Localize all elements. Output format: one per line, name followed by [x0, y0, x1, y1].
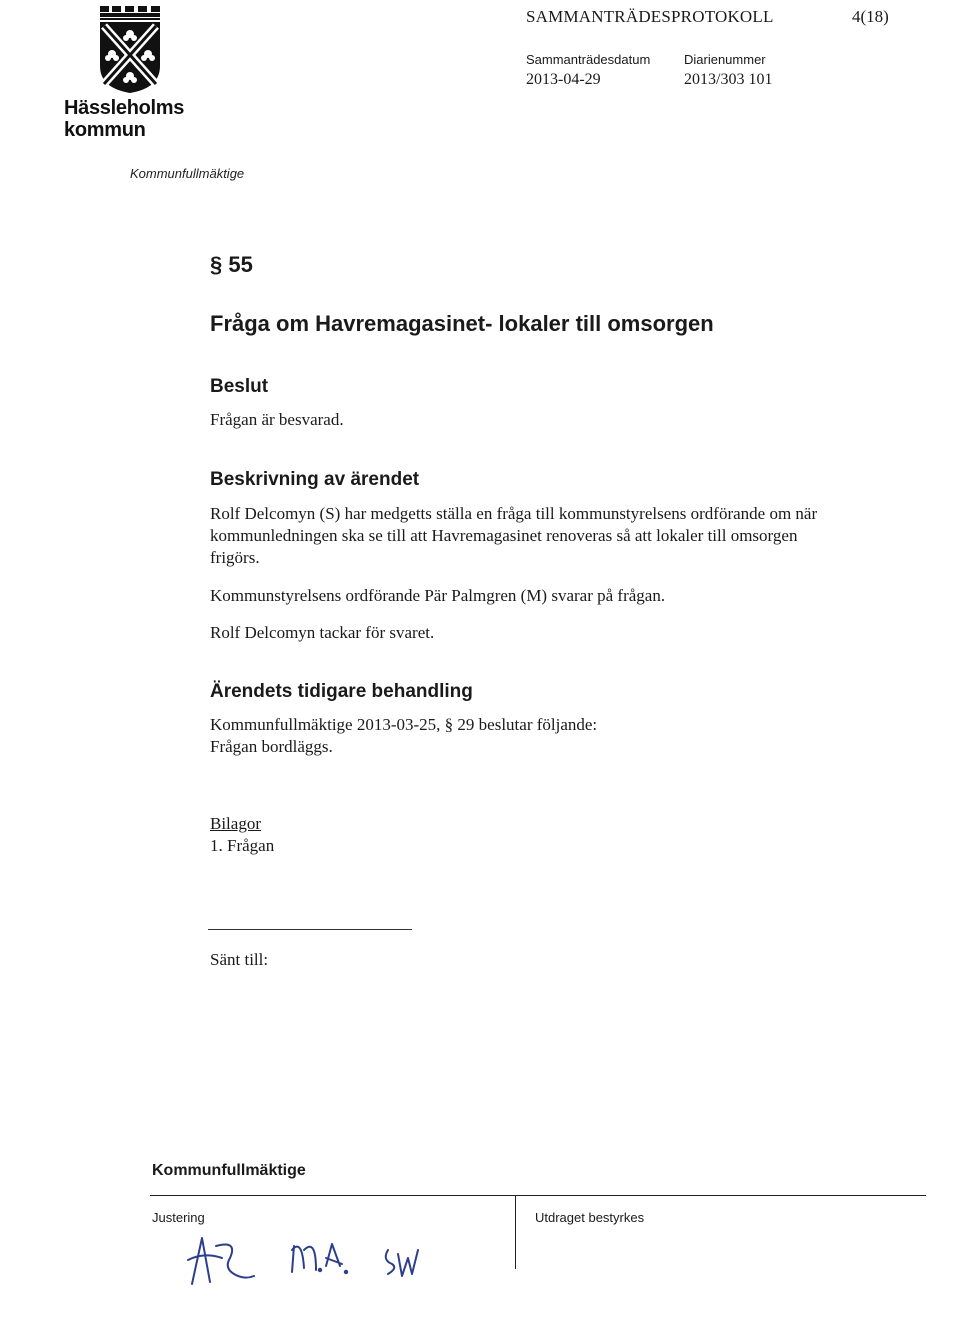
municipality-name-line1: Hässleholms — [64, 97, 185, 119]
decision-heading: Beslut — [210, 376, 269, 397]
description-paragraph-3: Rolf Delcomyn tackar för svaret. — [210, 623, 435, 642]
footer-column-divider — [515, 1195, 516, 1269]
footer-divider — [150, 1195, 926, 1196]
municipality-name-line2: kommun — [64, 119, 146, 141]
divider — [208, 929, 412, 930]
description-paragraph-2: Kommunstyrelsens ordförande Pär Palmgren (M) svarar på frågan. — [210, 586, 666, 605]
description-heading: Beskrivning av ärendet — [210, 469, 420, 490]
attachments-heading: Bilagor — [210, 814, 261, 833]
previous-handling-line-1: Kommunfullmäktige 2013-03-25, § 29 beslutar följande: — [210, 715, 598, 734]
document-type: SAMMANTRÄDESPROTOKOLL — [526, 7, 774, 26]
registration-number-label: Diarienummer — [684, 52, 766, 67]
sent-to-label: Sänt till: — [210, 950, 269, 969]
municipality-coat-of-arms-icon — [98, 4, 162, 94]
meeting-date-label: Sammanträdesdatum — [526, 52, 651, 67]
extract-certified-label: Utdraget bestyrkes — [535, 1210, 645, 1225]
attachment-item: 1. Frågan — [210, 836, 275, 855]
footer-body-name: Kommunfullmäktige — [152, 1162, 306, 1179]
governing-body: Kommunfullmäktige — [130, 166, 245, 181]
registration-number: 2013/303 101 — [684, 71, 773, 88]
meeting-date: 2013-04-29 — [526, 71, 601, 88]
section-number: § 55 — [210, 252, 253, 277]
previous-handling-heading: Ärendets tidigare behandling — [210, 681, 473, 702]
previous-handling-line-2: Frågan bordläggs. — [210, 737, 333, 756]
page-number: 4(18) — [852, 7, 889, 26]
municipality-name — [64, 97, 184, 141]
handwritten-initials — [186, 1228, 436, 1292]
decision-text: Frågan är besvarad. — [210, 410, 344, 429]
adjustment-label: Justering — [152, 1210, 205, 1225]
description-paragraph-1: Rolf Delcomyn (S) har medgetts ställa en fråga till kommunstyrelsens ordförande om när kommunledningen ska se till att Havremagasinet renoveras så att lokaler till omsorgen frigörs. — [210, 504, 818, 567]
section-title: Fråga om Havremagasinet- lokaler till omsorgen — [210, 311, 714, 336]
